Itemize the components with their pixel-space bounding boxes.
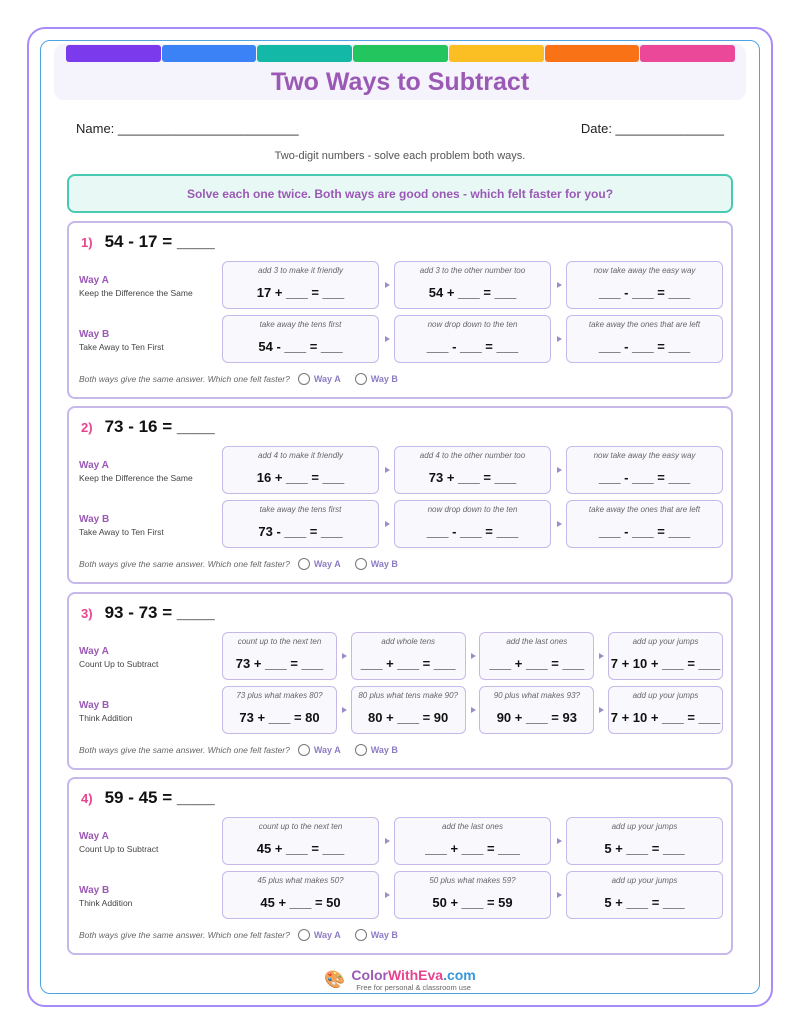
problem-number: 3) bbox=[81, 606, 93, 621]
date-field[interactable]: Date: _______________ bbox=[580, 121, 724, 136]
step-equation[interactable]: 45 + ___ = ___ bbox=[256, 841, 345, 856]
arrow-icon bbox=[471, 653, 476, 659]
arrow-icon bbox=[342, 653, 347, 659]
step-hint: 80 plus what tens make 90? bbox=[358, 691, 458, 700]
step-box[interactable] bbox=[222, 261, 379, 309]
way-a-option[interactable]: Way A bbox=[313, 745, 341, 755]
step-hint: now take away the easy way bbox=[593, 451, 696, 460]
way-a-radio[interactable] bbox=[298, 558, 310, 570]
step-hint: take away the tens first bbox=[259, 505, 342, 514]
step-box[interactable] bbox=[394, 315, 551, 363]
step-hint: now drop down to the ten bbox=[427, 505, 518, 514]
problem-equation: 93 - 73 = ____ bbox=[104, 603, 215, 622]
way-label bbox=[79, 460, 193, 483]
step-equation[interactable]: ___ + ___ = ___ bbox=[489, 656, 585, 671]
problem-equation: 59 - 45 = ____ bbox=[104, 788, 215, 807]
arrow-icon bbox=[557, 521, 562, 527]
way-name: Way A bbox=[79, 646, 109, 657]
way-b-radio[interactable] bbox=[355, 744, 367, 756]
step-equation[interactable]: ___ - ___ = ___ bbox=[426, 524, 519, 539]
way-b-radio[interactable] bbox=[355, 558, 367, 570]
step-hint: take away the tens first bbox=[259, 320, 342, 329]
step-equation[interactable]: 5 + ___ = ___ bbox=[604, 895, 685, 910]
way-b-option[interactable]: Way B bbox=[370, 930, 398, 940]
way-label bbox=[79, 831, 158, 854]
step-equation[interactable]: 5 + ___ = ___ bbox=[604, 841, 685, 856]
footer-logo bbox=[0, 967, 800, 992]
step-hint: count up to the next ten bbox=[237, 637, 322, 646]
way-label bbox=[79, 514, 164, 537]
step-hint: count up to the next ten bbox=[258, 822, 343, 831]
rainbow-segment bbox=[66, 45, 161, 62]
step-box[interactable] bbox=[566, 871, 723, 919]
way-name: Way B bbox=[79, 329, 110, 340]
compare-question: Both ways give the same answer. Which one felt faster? bbox=[79, 374, 290, 384]
arrow-icon bbox=[599, 653, 604, 659]
instruction-banner bbox=[67, 174, 733, 213]
step-hint: 73 plus what makes 80? bbox=[236, 691, 323, 700]
way-name: Way B bbox=[79, 514, 110, 525]
arrow-icon bbox=[385, 467, 390, 473]
problem-card bbox=[67, 221, 733, 399]
way-b-radio[interactable] bbox=[355, 373, 367, 385]
step-hint: add the last ones bbox=[442, 822, 503, 831]
step-hint: add up your jumps bbox=[611, 876, 678, 885]
step-equation[interactable]: 45 + ___ = 50 bbox=[260, 895, 341, 910]
arrow-icon bbox=[385, 892, 390, 898]
step-box[interactable] bbox=[566, 817, 723, 865]
step-hint: add 3 to make it friendly bbox=[258, 266, 343, 275]
step-box[interactable] bbox=[394, 261, 551, 309]
step-hint: take away the ones that are left bbox=[588, 505, 701, 514]
step-box[interactable] bbox=[566, 500, 723, 548]
compare-question: Both ways give the same answer. Which one felt faster? bbox=[79, 559, 290, 569]
way-name: Way A bbox=[79, 275, 109, 286]
way-description: Think Addition bbox=[79, 713, 133, 723]
problem-header bbox=[81, 788, 215, 808]
step-box[interactable] bbox=[566, 315, 723, 363]
way-a-option[interactable]: Way A bbox=[313, 930, 341, 940]
step-box[interactable] bbox=[222, 686, 337, 734]
step-equation[interactable]: ___ + ___ = ___ bbox=[360, 656, 456, 671]
step-hint: add 4 to the other number too bbox=[419, 451, 526, 460]
way-a-option[interactable]: Way A bbox=[313, 559, 341, 569]
step-box[interactable] bbox=[394, 446, 551, 494]
name-field[interactable]: Name: _________________________ bbox=[76, 121, 299, 136]
arrow-icon bbox=[557, 838, 562, 844]
way-a-option[interactable]: Way A bbox=[313, 374, 341, 384]
step-equation[interactable]: ___ + ___ = ___ bbox=[425, 841, 520, 856]
step-equation[interactable]: 80 + ___ = 90 bbox=[368, 710, 449, 725]
step-hint: add whole tens bbox=[381, 637, 436, 646]
compare-row bbox=[79, 373, 412, 385]
rainbow-segment bbox=[162, 45, 257, 62]
arrow-icon bbox=[385, 521, 390, 527]
rainbow-segment bbox=[640, 45, 735, 62]
arrow-icon bbox=[385, 282, 390, 288]
way-label bbox=[79, 646, 158, 669]
way-name: Way A bbox=[79, 460, 109, 471]
way-description: Think Addition bbox=[79, 898, 133, 908]
step-box[interactable] bbox=[479, 686, 594, 734]
step-equation[interactable]: 73 + ___ = 80 bbox=[239, 710, 320, 725]
problem-card bbox=[67, 406, 733, 584]
problem-number: 1) bbox=[81, 235, 93, 250]
arrow-icon bbox=[557, 282, 562, 288]
step-equation[interactable]: 90 + ___ = 93 bbox=[496, 710, 577, 725]
rainbow-strip bbox=[66, 45, 735, 62]
step-box[interactable] bbox=[222, 871, 379, 919]
way-description: Count Up to Subtract bbox=[79, 844, 159, 854]
arrow-icon bbox=[557, 467, 562, 473]
way-a-radio[interactable] bbox=[298, 744, 310, 756]
step-equation[interactable]: ___ - ___ = ___ bbox=[426, 339, 519, 354]
way-a-radio[interactable] bbox=[298, 373, 310, 385]
step-box[interactable] bbox=[222, 632, 337, 680]
step-equation[interactable]: ___ - ___ = ___ bbox=[598, 339, 691, 354]
step-hint: take away the ones that are left bbox=[588, 320, 701, 329]
subtitle: Two-digit numbers - solve each problem both ways. bbox=[274, 150, 526, 162]
step-box[interactable] bbox=[608, 632, 723, 680]
way-b-radio[interactable] bbox=[355, 929, 367, 941]
way-description: Keep the Difference the Same bbox=[79, 473, 193, 483]
step-equation[interactable]: 54 - ___ = ___ bbox=[258, 339, 343, 354]
step-box[interactable] bbox=[222, 817, 379, 865]
arrow-icon bbox=[599, 707, 604, 713]
way-name: Way B bbox=[79, 700, 110, 711]
way-description: Take Away to Ten First bbox=[79, 527, 164, 537]
compare-question: Both ways give the same answer. Which one felt faster? bbox=[79, 930, 290, 940]
step-hint: add 3 to the other number too bbox=[419, 266, 526, 275]
problem-equation: 54 - 17 = ____ bbox=[104, 232, 215, 251]
rainbow-segment bbox=[353, 45, 448, 62]
step-hint: 90 plus what makes 93? bbox=[493, 691, 580, 700]
step-box[interactable] bbox=[566, 261, 723, 309]
step-equation[interactable]: 7 + 10 + ___ = ___ bbox=[610, 710, 721, 725]
step-box[interactable] bbox=[222, 315, 379, 363]
arrow-icon bbox=[557, 892, 562, 898]
problem-number: 2) bbox=[81, 420, 93, 435]
step-box[interactable] bbox=[479, 632, 594, 680]
step-box[interactable] bbox=[222, 500, 379, 548]
way-b-option[interactable]: Way B bbox=[370, 374, 398, 384]
problem-header bbox=[81, 232, 215, 252]
instruction-text: Solve each one twice. Both ways are good ones - which felt faster for you? bbox=[186, 186, 614, 201]
way-description: Keep the Difference the Same bbox=[79, 288, 193, 298]
problem-card bbox=[67, 777, 733, 955]
arrow-icon bbox=[471, 707, 476, 713]
way-label bbox=[79, 329, 164, 352]
page-title: Two Ways to Subtract bbox=[270, 68, 530, 96]
step-hint: add 4 to make it friendly bbox=[258, 451, 343, 460]
step-equation[interactable]: 73 + ___ = ___ bbox=[235, 656, 324, 671]
step-hint: add the last ones bbox=[506, 637, 568, 646]
step-equation[interactable]: ___ - ___ = ___ bbox=[598, 524, 691, 539]
way-b-option[interactable]: Way B bbox=[370, 745, 398, 755]
step-equation[interactable]: 50 + ___ = 59 bbox=[432, 895, 513, 910]
step-hint: now take away the easy way bbox=[593, 266, 696, 275]
way-label bbox=[79, 700, 132, 723]
way-b-option[interactable]: Way B bbox=[370, 559, 398, 569]
step-equation[interactable]: 54 + ___ = ___ bbox=[428, 285, 517, 300]
compare-row bbox=[79, 558, 412, 570]
compare-question: Both ways give the same answer. Which one felt faster? bbox=[79, 745, 290, 755]
step-equation[interactable]: ___ - ___ = ___ bbox=[598, 285, 691, 300]
problem-card bbox=[67, 592, 733, 770]
palette-icon: 🎨 bbox=[324, 969, 346, 989]
step-equation[interactable]: 73 + ___ = ___ bbox=[428, 470, 517, 485]
problem-number: 4) bbox=[81, 791, 93, 806]
problem-equation: 73 - 16 = ____ bbox=[104, 417, 215, 436]
step-equation[interactable]: 16 + ___ = ___ bbox=[256, 470, 345, 485]
step-hint: 45 plus what makes 50? bbox=[257, 876, 344, 885]
compare-row bbox=[79, 929, 412, 941]
step-equation[interactable]: 17 + ___ = ___ bbox=[256, 285, 345, 300]
step-hint: now drop down to the ten bbox=[427, 320, 518, 329]
step-box[interactable] bbox=[222, 446, 379, 494]
rainbow-segment bbox=[257, 45, 352, 62]
step-hint: add up your jumps bbox=[611, 822, 678, 831]
compare-row bbox=[79, 744, 412, 756]
brand-name: ColorWithEva.com bbox=[351, 967, 476, 983]
way-description: Count Up to Subtract bbox=[79, 659, 159, 669]
step-box[interactable] bbox=[394, 500, 551, 548]
arrow-icon bbox=[557, 336, 562, 342]
brand-tagline: Free for personal & classroom use bbox=[356, 983, 471, 992]
step-box[interactable] bbox=[394, 871, 551, 919]
arrow-icon bbox=[342, 707, 347, 713]
step-box[interactable] bbox=[351, 632, 466, 680]
step-equation[interactable]: ___ - ___ = ___ bbox=[598, 470, 691, 485]
step-box[interactable] bbox=[394, 817, 551, 865]
problem-header bbox=[81, 417, 215, 437]
step-hint: add up your jumps bbox=[632, 691, 699, 700]
way-name: Way B bbox=[79, 885, 110, 896]
problem-header bbox=[81, 603, 215, 623]
arrow-icon bbox=[385, 838, 390, 844]
step-box[interactable] bbox=[608, 686, 723, 734]
rainbow-segment bbox=[545, 45, 640, 62]
step-box[interactable] bbox=[566, 446, 723, 494]
step-box[interactable] bbox=[351, 686, 466, 734]
step-equation[interactable]: 73 - ___ = ___ bbox=[258, 524, 343, 539]
way-label bbox=[79, 275, 193, 298]
rainbow-segment bbox=[449, 45, 544, 62]
step-hint: 50 plus what makes 59? bbox=[429, 876, 516, 885]
way-name: Way A bbox=[79, 831, 109, 842]
way-label bbox=[79, 885, 132, 908]
step-hint: add up your jumps bbox=[632, 637, 699, 646]
way-a-radio[interactable] bbox=[298, 929, 310, 941]
arrow-icon bbox=[385, 336, 390, 342]
step-equation[interactable]: 7 + 10 + ___ = ___ bbox=[610, 656, 721, 671]
way-description: Take Away to Ten First bbox=[79, 342, 164, 352]
